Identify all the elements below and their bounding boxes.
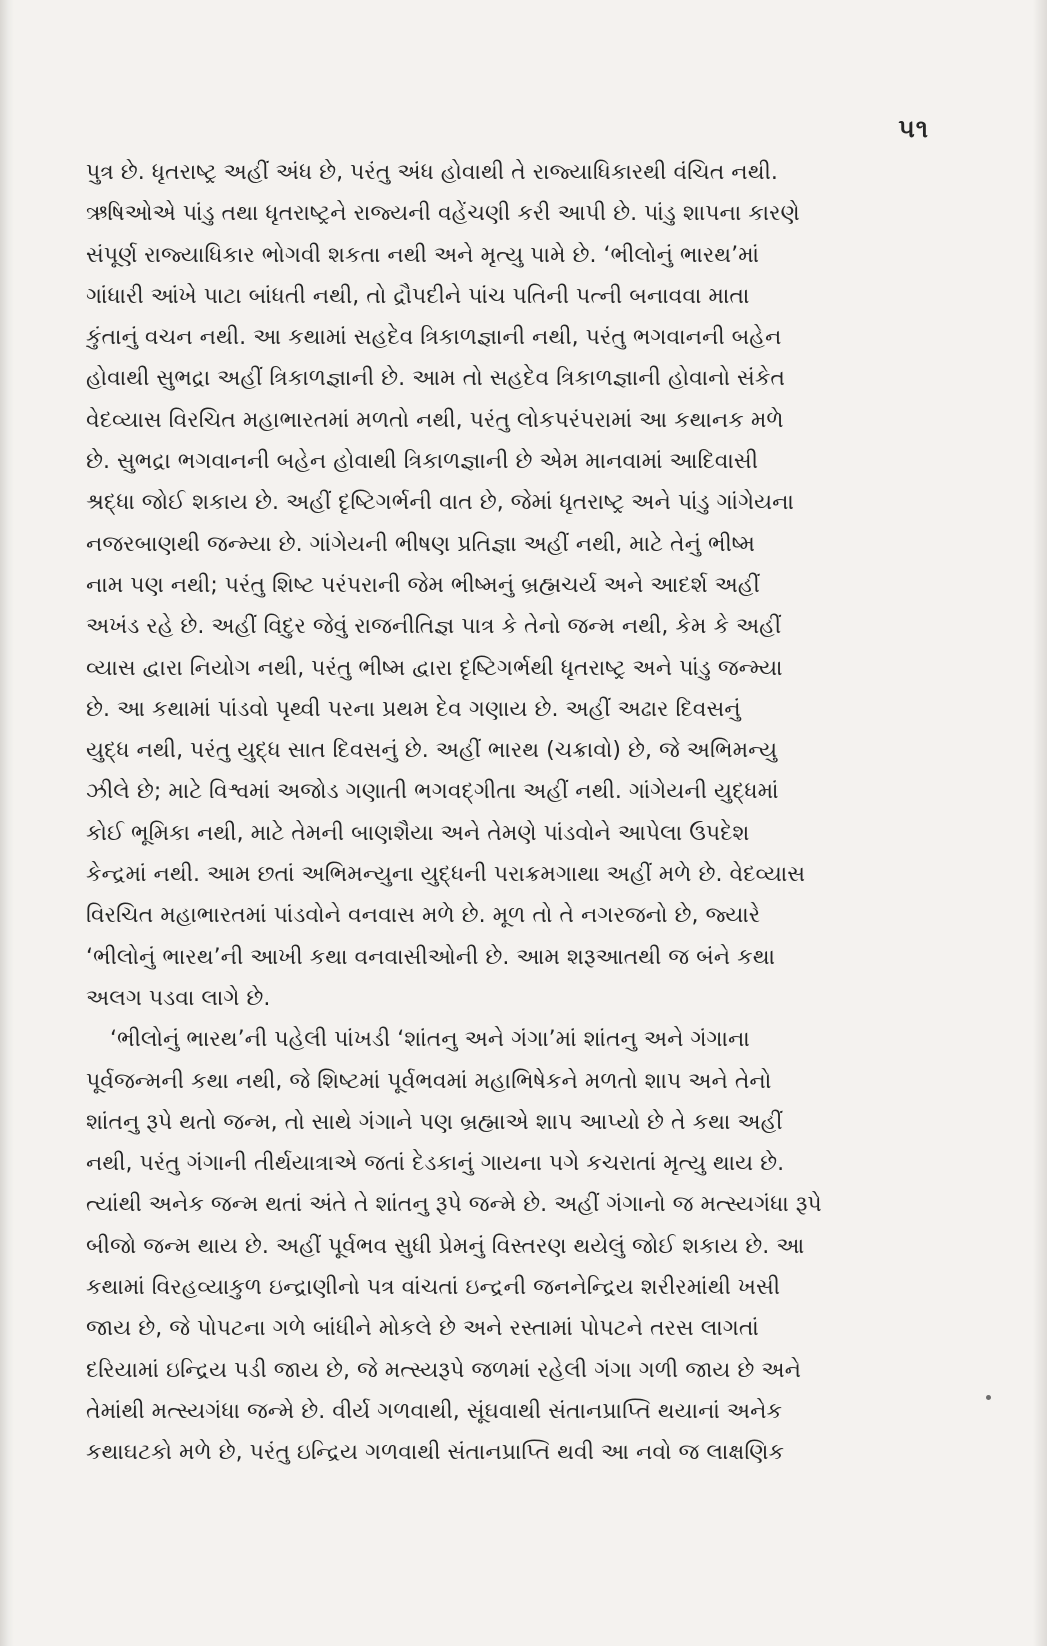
text-line: ઝીલે છે; માટે વિશ્વમાં અજોડ ગણાતી ભગવદ્ગીતા અહીં નથી. ગાંગેયની યુદ્ધમાં — [86, 779, 779, 805]
text-line: દરિયામાં ઇન્દ્રિય પડી જાય છે, જે મત્સ્યરૂપે જળમાં રહેલી ગંગા ગળી જાય છે અને — [86, 1357, 802, 1383]
text-line: છે. આ કથામાં પાંડવો પૃથ્વી પરના પ્રથમ દેવ ગણાય છે. અહીં અઢાર દિવસનું — [86, 696, 741, 722]
text-line: કોઈ ભૂમિકા નથી, માટે તેમની બાણશૈયા અને તેમણે પાંડવોને આપેલા ઉપદેશ — [86, 820, 750, 846]
text-line: સંપૂર્ણ રાજ્યાધિકાર ભોગવી શકતા નથી અને મૃત્યુ પામે છે. ‘ભીલોનું ભારથ’માં — [86, 242, 760, 268]
text-line: ગાંધારી આંખે પાટા બાંધતી નથી, તો દ્રૌપદીને પાંચ પતિની પત્ની બનાવવા માતા — [86, 283, 750, 309]
text-line: પુત્ર છે. ધૃતરાષ્ટ્ર અહીં અંધ છે, પરંતુ અંધ હોવાથી તે રાજ્યાધિકારથી વંચિત નથી. — [86, 160, 778, 185]
text-line: તેમાંથી મત્સ્યગંધા જન્મે છે. વીર્ય ગળવાથી, સૂંઘવાથી સંતાનપ્રાપ્તિ થયાનાં અનેક — [86, 1398, 782, 1424]
body-text — [86, 152, 948, 1474]
text-line: હોવાથી સુભદ્રા અહીં ત્રિકાળજ્ઞાની છે. આમ તો સહદેવ ત્રિકાળજ્ઞાની હોવાનો સંકેત — [86, 366, 785, 392]
text-line: વેદવ્યાસ વિરચિત મહાભારતમાં મળતો નથી, પરંતુ લોકપરંપરામાં આ કથાનક મળે — [86, 407, 784, 433]
text-line: પૂર્વજન્મની કથા નથી, જે શિષ્ટમાં પૂર્વભવમાં મહાભિષેકને મળતો શાપ અને તેનો — [86, 1068, 772, 1094]
paragraph-start-line: ‘ભીલોનું ભારથ’ની પહેલી પાંખડી ‘શાંતનુ અને ગંગા’માં શાંતનુ અને ગંગાના — [110, 1027, 750, 1053]
text-line: વ્યાસ દ્વારા નિયોગ નથી, પરંતુ ભીષ્મ દ્વારા દૃષ્ટિગર્ભથી ધૃતરાષ્ટ્ર અને પાંડુ જન્મ્યા — [86, 655, 783, 681]
text-line: યુદ્ધ નથી, પરંતુ યુદ્ધ સાત દિવસનું છે. અહીં ભારથ (ચક્રાવો) છે, જે અભિમન્યુ — [86, 738, 778, 764]
text-line: બીજો જન્મ થાય છે. અહીં પૂર્વભવ સુધી પ્રેમનું વિસ્તરણ થયેલું જોઈ શકાય છે. આ — [86, 1233, 805, 1259]
text-line: નજરબાણથી જન્મ્યા છે. ગાંગેયની ભીષણ પ્રતિજ્ઞા અહીં નથી, માટે તેનું ભીષ્મ — [86, 531, 755, 557]
text-line: અખંડ રહે છે. અહીં વિદુર જેવું રાજનીતિજ્ઞ પાત્ર કે તેનો જન્મ નથી, કેમ કે અહીં — [86, 614, 782, 640]
text-line: કથામાં વિરહવ્યાકુળ ઇન્દ્રાણીનો પત્ર વાંચતાં ઇન્દ્રની જનનેન્દ્રિય શરીરમાંથી ખસી — [86, 1275, 781, 1301]
text-line: કથાઘટકો મળે છે, પરંતુ ઇન્દ્રિય ગળવાથી સંતાનપ્રાપ્તિ થવી આ નવો જ લાક્ષણિક — [86, 1440, 785, 1466]
text-line: નથી, પરંતુ ગંગાની તીર્થયાત્રાએ જતાં દેડકાનું ગાયના પગે કચરાતાં મૃત્યુ થાય છે. — [86, 1151, 785, 1177]
text-line: જાય છે, જે પોપટના ગળે બાંધીને મોકલે છે અને રસ્તામાં પોપટને તરસ લાગતાં — [86, 1316, 759, 1342]
text-line: ‘ભીલોનું ભારથ’ની આખી કથા વનવાસીઓની છે. આમ શરૂઆતથી જ બંને કથા — [86, 944, 775, 970]
text-line: વિરચિત મહાભારતમાં પાંડવોને વનવાસ મળે છે. મૂળ તો તે નગરજનો છે, જ્યારે — [86, 903, 761, 929]
text-line: છે. સુભદ્રા ભગવાનની બહેન હોવાથી ત્રિકાળજ્ઞાની છે એમ માનવામાં આદિવાસી — [86, 449, 759, 475]
text-line: કુંતાનું વચન નથી. આ કથામાં સહદેવ ત્રિકાળજ્ઞાની નથી, પરંતુ ભગવાનની બહેન — [86, 325, 782, 351]
text-line: શ્રદ્ધા જોઈ શકાય છે. અહીં દૃષ્ટિગર્ભની વાત છે, જેમાં ધૃતરાષ્ટ્ર અને પાંડુ ગાંગેયના — [86, 490, 794, 516]
ink-speck — [986, 1395, 991, 1400]
text-line: અલગ પડવા લાગે છે. — [86, 985, 271, 1011]
text-line: ઋષિઓએ પાંડુ તથા ધૃતરાષ્ટ્રને રાજ્યની વહેંચણી કરી આપી છે. પાંડુ શાપના કારણે — [86, 201, 800, 227]
text-line: ત્યાંથી અનેક જન્મ થતાં અંતે તે શાંતનુ રૂપે જન્મે છે. અહીં ગંગાનો જ મત્સ્યગંધા રૂપે — [86, 1192, 822, 1218]
text-line: કેન્દ્રમાં નથી. આમ છતાં અભિમન્યુના યુદ્ધની પરાક્રમગાથા અહીં મળે છે. વેદવ્યાસ — [86, 862, 806, 888]
text-line: શાંતનુ રૂપે થતો જન્મ, તો સાથે ગંગાને પણ બ્રહ્માએ શાપ આપ્યો છે તે કથા અહીં — [86, 1109, 783, 1135]
text-line: નામ પણ નથી; પરંતુ શિષ્ટ પરંપરાની જેમ ભીષ્મનું બ્રહ્મચર્ય અને આદર્શ અહીં — [86, 572, 760, 598]
page-number: ૫૧ — [898, 114, 929, 143]
